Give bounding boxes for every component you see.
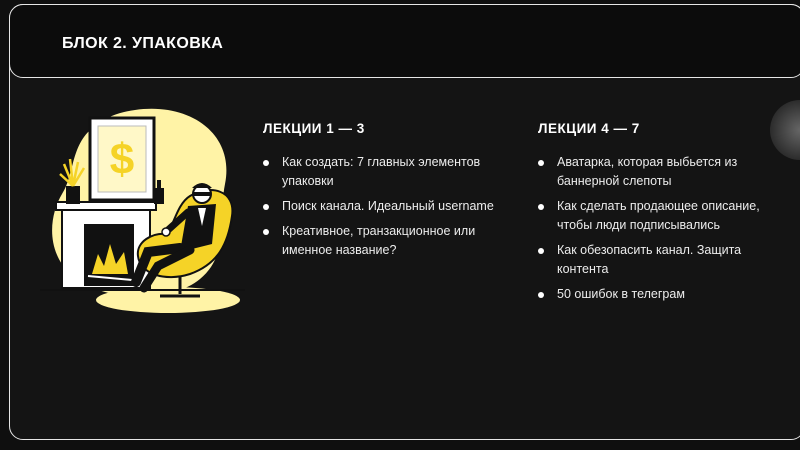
list-item-text: Как обезопасить канал. Защита контента <box>557 243 742 276</box>
bullet-icon <box>538 204 544 210</box>
bullet-icon <box>263 160 269 166</box>
list-item-text: Поиск канала. Идеальный username <box>282 199 494 213</box>
bullet-icon <box>538 248 544 254</box>
list-item-text: Аватарка, которая выбьется из баннерной слепоты <box>557 155 738 188</box>
block-title: БЛОК 2. УПАКОВКА <box>62 35 224 52</box>
svg-text:$: $ <box>109 135 135 184</box>
bullet-icon <box>538 160 544 166</box>
lectures-column-2 <box>538 121 778 310</box>
list-item <box>538 241 778 279</box>
lecture-list <box>263 153 503 260</box>
list-item-text: Креативное, транзакционное или именное название? <box>282 224 476 257</box>
list-item <box>263 222 503 260</box>
lectures-heading: ЛЕКЦИИ 1 — 3 <box>263 121 365 136</box>
list-item-text: 50 ошибок в телеграм <box>557 287 685 301</box>
bullet-icon <box>263 229 269 235</box>
list-item <box>263 153 503 191</box>
list-item-text: Как создать: 7 главных элементов упаковки <box>282 155 481 188</box>
list-item <box>538 153 778 191</box>
list-item <box>263 197 503 216</box>
list-item <box>538 197 778 235</box>
bullet-icon <box>263 204 269 210</box>
lectures-column-1 <box>263 121 503 266</box>
lectures-heading: ЛЕКЦИИ 4 — 7 <box>538 121 640 136</box>
lecture-list <box>538 153 778 304</box>
man-in-armchair-illustration <box>40 104 250 316</box>
list-item-text: Как сделать продающее описание, чтобы люди подписывались <box>557 199 760 232</box>
bullet-icon <box>538 292 544 298</box>
list-item <box>538 285 778 304</box>
